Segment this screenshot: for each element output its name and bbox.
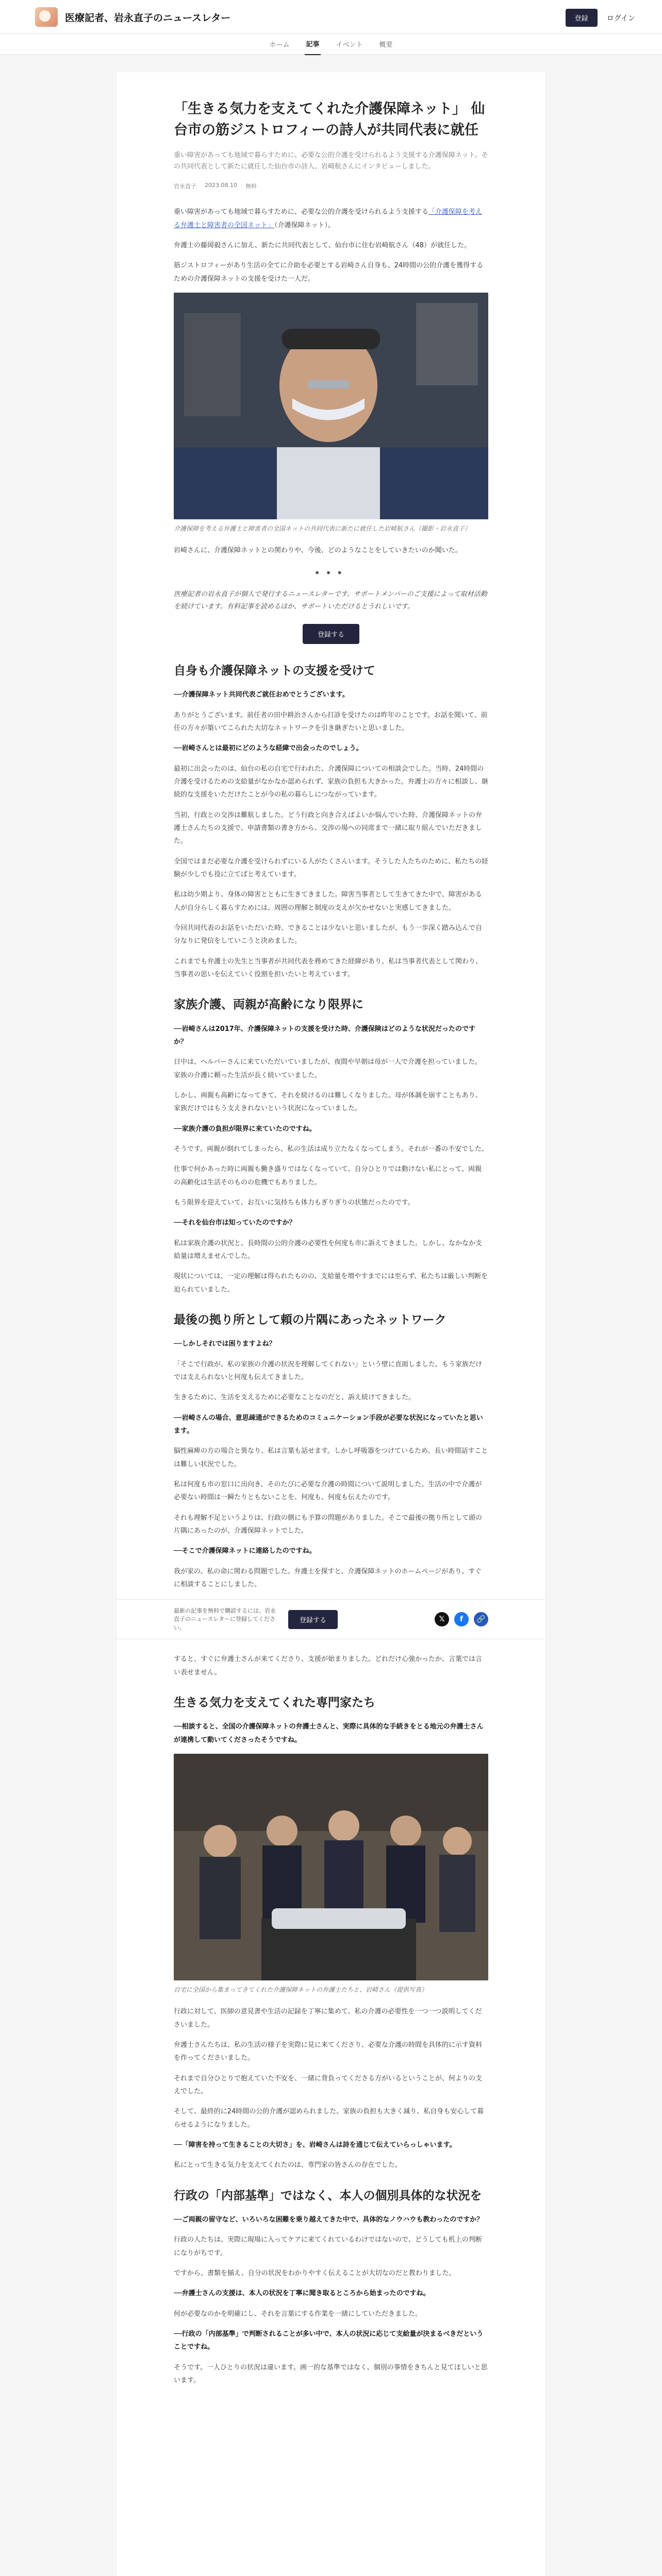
section-heading: 生きる気力を支えてくれた専門家たち: [174, 1696, 375, 1710]
register-button[interactable]: 登録: [566, 9, 598, 27]
answer: すると、すぐに弁護士さんが来てくださり、支援が始まりました。どれだけ心強かったか、言葉では言い表せません。: [174, 1655, 483, 1676]
portrait-photo: [174, 293, 488, 519]
section-heading: 家族介護、両親が高齢になり限界に: [174, 998, 363, 1012]
site-header: [0, 0, 662, 34]
answer: 「そこで行政が、私の家族の介護の状況を理解してくれない」という壁に直面しました。もう家族だけでは支えられないと何度も伝えてきました。: [174, 1360, 483, 1381]
article-meta: [174, 182, 488, 190]
answer: そして、最終的に24時間の公的介護が認められました。家族の負担も大きく減り、私自身も安心して暮らせるようになりました。: [174, 2108, 484, 2129]
photo-caption: 自宅に全国から集まってきてくれた介護保障ネットの弁護士たちと、岩崎さん（提供写真）: [174, 1986, 428, 1993]
newsletter-note: 医療記者の岩永直子が個人で発行するニュースレターです。サポートメンバーのご支援によって取材活動を続けています。有料記事を読めるほか、サポートいただけるとうれしいです。: [174, 590, 487, 611]
share-buttons: [435, 1612, 488, 1626]
article: [117, 72, 545, 2576]
question: ──介護保障ネット共同代表ご就任おめでとうございます。: [174, 691, 349, 699]
brand-logo: [35, 7, 58, 27]
question: ──岩崎さんの場合、意思疎通ができるためのコミュニケーション手段が必要な状況になっていたと思います。: [174, 1414, 483, 1435]
section-heading: 行政の「内部基準」ではなく、本人の個別具体的な状況を: [174, 2189, 482, 2202]
answer: 最初に出会ったのは、仙台の私の自宅で行われた、介護保障についての相談会でした。当時、24時間の介護を受けるための支給量がなかなか認められず、家族の負担も大きかった。弁護士の方々に相談し、継続的な支援をいただけたことが今の私の暮らしにつながっています。: [174, 765, 488, 799]
paragraph: 重い障害があっても地域で暮らすために、必要な公的介護を受けられるよう支援する「介護保障を考える弁護士と障害者の全国ネット」（介護保障ネット）。: [174, 208, 482, 229]
free-badge: 無料: [245, 183, 257, 190]
answer: 私は何度も市の窓口に出向き、そのたびに必要な介護の時間について説明しました。生活の中で介護が必要ない時間は一瞬たりともないことを、何度も、何度も伝えたのです。: [174, 1481, 482, 1502]
answer: 何が必要なのかを明確にし、それを言葉にする作業を一緒にしていただきました。: [174, 2310, 422, 2318]
answer: そうです。両親が倒れてしまったら、私の生活は成り立たなくなってしまう。それが一番の不安でした。: [174, 1145, 488, 1153]
site-name: 医療記者、岩永直子のニュースレター: [65, 12, 231, 24]
link-share-icon[interactable]: 🔗: [474, 1612, 488, 1626]
question: ──相談すると、全国の介護保障ネットの弁護士さんと、実際に具体的な手続きをとる地元の弁護士さんが連携して動いてくださったそうですね。: [174, 1723, 484, 1744]
group-photo: [174, 1754, 488, 1980]
section-heading: 最後の拠り所として頼の片隅にあったネットワーク: [174, 1313, 446, 1327]
subscribe-button[interactable]: 登録する: [288, 1610, 338, 1629]
answer: 行政の人たちは、実際に現場に入ってケアに来てくれているわけではないので、どうしても机上の判断になりがちです。: [174, 2236, 482, 2257]
answer: しかし、両親も高齢になってきて、それを続けるのは難しくなりました。母が体調を崩すこともあり、家族だけではもう支えきれないという状況になっていました。: [174, 1091, 482, 1113]
question: ──ご両親の留守など、いろいろな困難を乗り越えてきた中で、具体的なノウハウも教わったのですか？: [174, 2216, 484, 2224]
answer: 脳性麻痺の方の場合と異なり、私は言葉も話せます。しかし呼吸器をつけているため、長い時間話すことは難しい状況でした。: [174, 1447, 488, 1468]
question: ──しかしそれでは困りますよね？: [174, 1340, 276, 1348]
answer: 私は家族介護の状況と、長時間の公的介護の必要性を何度も市に訴えてきました。しかし、なかなか支給量は増えませんでした。: [174, 1239, 483, 1261]
answer: ありがとうございます。前任者の田中耕治さんから打診を受けたのは昨年のことです。お話を聞いて、前任の方々が築いてこられた大切なネットワークを引き継ぎたいと思いました。: [174, 711, 488, 732]
register-button-center[interactable]: 登録する: [303, 624, 359, 644]
facebook-share-icon[interactable]: f: [454, 1612, 469, 1626]
answer: 私にとって生きる気力を支えてくれたのは、専門家の皆さんの存在でした。: [174, 2161, 402, 2170]
question: ──岩崎さんは2017年、介護保障ネットの支援を受けた時、介護保険はどのような状況だったのですか？: [174, 1025, 475, 1046]
answer: 日中は、ヘルパーさんに来ていただいていましたが、夜間や早朝は母が一人で介護を担っていました。家族の介護に頼った生活が長く続いていました。: [174, 1058, 482, 1079]
answer: これまでも弁護士の先生と当事者が共同代表を務めてきた経緯があり、私は当事者代表として関わり、当事者の思いを伝えていく役割を担いたいと考えています。: [174, 957, 483, 979]
nav-home[interactable]: ホーム: [269, 41, 290, 49]
question: ──「障害を持って生きることの大切さ」を、岩崎さんは詩を通じて伝えていらっしゃいます。: [174, 2141, 456, 2149]
question: ──そこで介護保障ネットに連絡したのですね。: [174, 1547, 316, 1555]
brand[interactable]: [35, 7, 230, 27]
login-link[interactable]: ログイン: [606, 14, 635, 23]
article-lead: 重い障害があっても地域で暮らすために、必要な公的介護を受けられるよう支援する介護保障ネット。その共同代表として新たに就任した仙台市の詩人、岩崎航さんにインタビューしました。: [174, 151, 488, 171]
paragraph: 弁護士の藤岡毅さんに加え、新たに共同代表として、仙台市に住む岩崎航さん（48）が就任した。: [174, 241, 471, 249]
publish-date: 2023.08.10: [205, 182, 237, 189]
paragraph: 筋ジストロフィーがあり生活の全てに介助を必要とする岩崎さん自身も、24時間の公的介護を獲得するための介護保障ネットの支援を受けた一人だ。: [174, 262, 484, 283]
main-nav: [0, 34, 662, 55]
question: ──それを仙台市は知っていたのですか？: [174, 1219, 296, 1227]
answer: 生きるために、生活を支えるために必要なことなのだと、訴え続けてきました。: [174, 1394, 416, 1402]
answer: 現状については、一定の理解は得られたものの、支給量を増やすまでには至らず、私たちは厳しい判断を迫られていました。: [174, 1273, 488, 1294]
author-name[interactable]: 岩永直子: [174, 183, 196, 190]
answer: それも理解不足というよりは、行政の側にも予算の問題がありました。そこで最後の拠り所として頭の片隅にあったのが、介護保障ネットでした。: [174, 1514, 483, 1535]
paragraph: 岩崎さんに、介護保障ネットとの関わりや、今後、どのようなことをしていきたいのか聞いた。: [174, 547, 462, 555]
question: ──家族介護の負担が限界に来ていたのですね。: [174, 1125, 316, 1133]
nav-about[interactable]: 概要: [379, 41, 393, 49]
answer: そうです。一人ひとりの状況は違います。画一的な基準ではなく、個別の事情をきちんと見てほしいと思います。: [174, 2363, 488, 2385]
section-heading: 自身も介護保障ネットの支援を受けて: [174, 664, 375, 678]
answer: 全国ではまだ必要な介護を受けられずにいる人がたくさんいます。そうした人たちのために、私たちの経験が少しでも役に立てばと考えています。: [174, 857, 488, 878]
nav-events[interactable]: イベント: [336, 41, 363, 49]
answer: 弁護士さんたちは、私の生活の様子を実際に見に来てくださり、必要な介護の時間を具体的に示す資料を作ってくださいました。: [174, 2041, 483, 2062]
answer: 行政に対して、医師の意見書や生活の記録を丁寧に集めて、私の介護の必要性を一つ一つ説明してくださいました。: [174, 2008, 482, 2029]
question: ──行政の「内部基準」で判断されることが多い中で、本人の状況に応じて支給量が決まるべきだということですね。: [174, 2330, 484, 2351]
answer: もう限界を迎えていて、お互いに気持ちも体力もぎりぎりの状態だったのです。: [174, 1199, 415, 1207]
answer: 当初、行政との交渉は難航しました。どう行政と向き合えばよいか悩んでいた時、介護保障ネットの弁護士さんたちの支援で、申請書類の書き方から、交渉の場への同席まで一緒に取り組んでいただきました。: [174, 811, 483, 845]
network-link[interactable]: 「介護保障を考える弁護士と障害者の全国ネット」: [174, 208, 482, 229]
subscribe-bar: [117, 1599, 545, 1639]
photo-caption: 介護保障を考える弁護士と障害者の全国ネットの共同代表に新たに就任した岩崎航さん（撮影・岩永直子）: [174, 524, 471, 532]
x-share-icon[interactable]: 𝕏: [435, 1612, 449, 1626]
answer: それまで自分ひとりで抱えていた不安を、一緒に背負ってくださる方がいるということが、何よりの支えでした。: [174, 2074, 483, 2096]
answer: ですから、書類を揃え、自分の状況をわかりやすく伝えることが大切なのだと教わりました。: [174, 2269, 456, 2278]
article-title: 「生きる気力を支えてくれた介護保障ネット」 仙台市の筋ジストロフィーの詩人が共同代表に就任: [174, 101, 485, 138]
answer: 私は幼少期より、身体の障害とともに生きてきました。障害当事者として生きてきた中で、障害がある人が自分らしく暮らすためには、周囲の理解と制度の支えが欠かせないと実感してきました。: [174, 891, 482, 912]
answer: 仕事で何かあった時に両親も働き盛りではなくなっていて、自分ひとりでは動けない私にとって、両親の高齢化は生活そのものの危機でもありました。: [174, 1165, 482, 1187]
answer: 今回共同代表のお話をいただいた時、できることは少ないと思いましたが、もう一歩深く踏み込んで自分なりに発信をしていこうと決めました。: [174, 924, 483, 945]
nav-articles[interactable]: 記事: [305, 33, 320, 55]
section-divider: •••: [314, 566, 348, 579]
answer: 我が家の、私の命に関わる問題でした。弁護士を探すと、介護保障ネットのホームページがあり、すぐに相談することにしました。: [174, 1567, 482, 1589]
question: ──岩崎さんとは最初にどのような経緯で出会ったのでしょう。: [174, 744, 363, 753]
subscribe-text: 最新の記事を無料で購読するには、岩永直子のニュースレターに登録してください。: [174, 1607, 276, 1631]
question: ──弁護士さんの支援は、本人の状況を丁寧に聞き取るところから始まったのですね。: [174, 2290, 430, 2298]
